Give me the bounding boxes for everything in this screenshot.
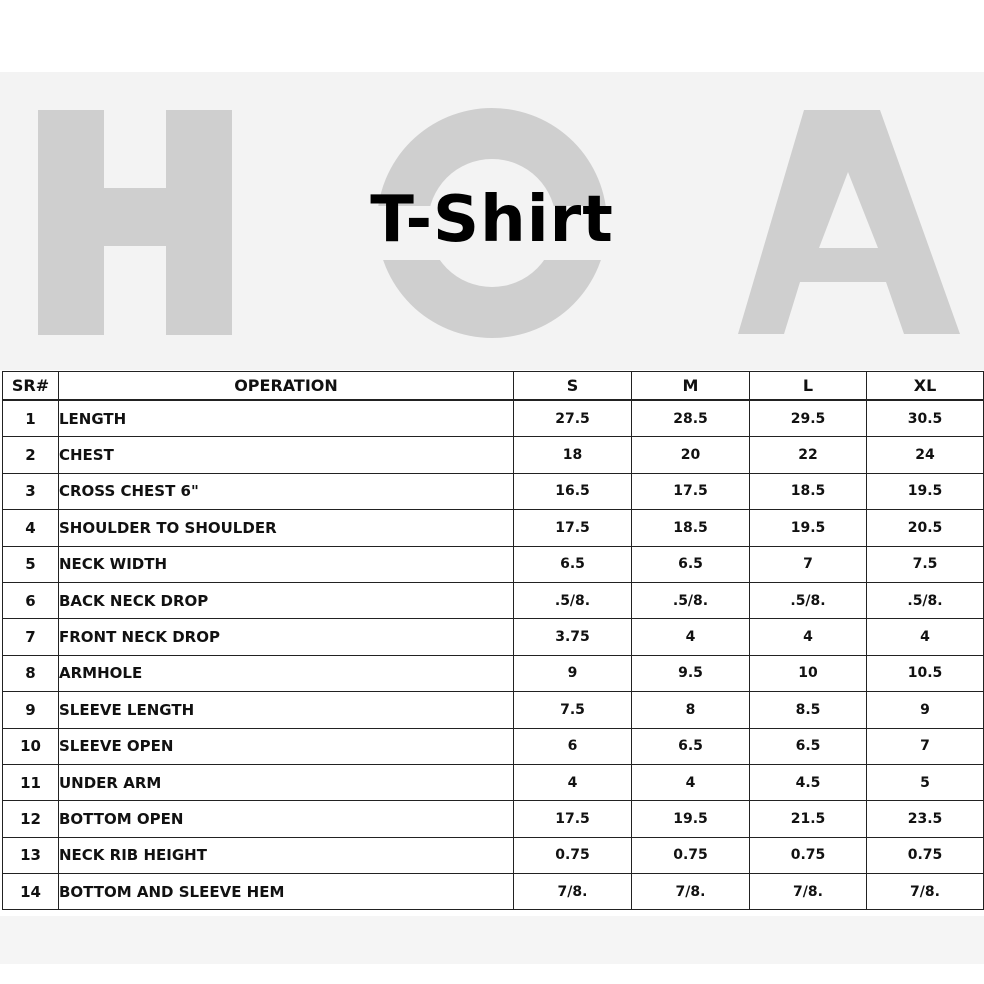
- row-size-s: 6: [514, 728, 632, 764]
- footer-band: [0, 916, 984, 964]
- table-row: [3, 400, 984, 437]
- row-size-s: 4: [514, 764, 632, 800]
- row-size-m: 7/8.: [632, 874, 750, 910]
- column-header-xl: XL: [867, 372, 984, 401]
- row-size-l: 4.5: [750, 764, 867, 800]
- row-size-l: 21.5: [750, 801, 867, 837]
- row-sr: 6: [3, 582, 59, 618]
- row-size-l: 10: [750, 655, 867, 691]
- row-size-m: .5/8.: [632, 582, 750, 618]
- row-sr: 5: [3, 546, 59, 582]
- row-sr: 4: [3, 510, 59, 546]
- table-row: [3, 619, 984, 655]
- row-operation: UNDER ARM: [59, 764, 514, 800]
- row-size-xl: 20.5: [867, 510, 984, 546]
- row-size-l: 7/8.: [750, 874, 867, 910]
- row-size-xl: 5: [867, 764, 984, 800]
- row-size-m: 6.5: [632, 546, 750, 582]
- table-row: [3, 546, 984, 582]
- row-size-m: 0.75: [632, 837, 750, 873]
- row-size-l: 22: [750, 437, 867, 473]
- table-row: [3, 655, 984, 691]
- row-size-m: 28.5: [632, 400, 750, 437]
- row-sr: 2: [3, 437, 59, 473]
- row-size-m: 19.5: [632, 801, 750, 837]
- row-size-s: 27.5: [514, 400, 632, 437]
- row-operation: ARMHOLE: [59, 655, 514, 691]
- row-size-s: 18: [514, 437, 632, 473]
- row-size-s: 7/8.: [514, 874, 632, 910]
- row-operation: NECK WIDTH: [59, 546, 514, 582]
- row-operation: SLEEVE OPEN: [59, 728, 514, 764]
- row-size-s: 17.5: [514, 510, 632, 546]
- table-row: [3, 437, 984, 473]
- row-size-xl: 9: [867, 692, 984, 728]
- row-size-m: 6.5: [632, 728, 750, 764]
- row-size-xl: 23.5: [867, 801, 984, 837]
- row-size-xl: 19.5: [867, 473, 984, 509]
- row-operation: SHOULDER TO SHOULDER: [59, 510, 514, 546]
- size-spec-table: [2, 371, 984, 910]
- row-size-l: 7: [750, 546, 867, 582]
- row-size-s: 3.75: [514, 619, 632, 655]
- row-operation: BOTTOM AND SLEEVE HEM: [59, 874, 514, 910]
- row-operation: CROSS CHEST 6": [59, 473, 514, 509]
- table-row: [3, 510, 984, 546]
- row-size-s: .5/8.: [514, 582, 632, 618]
- row-operation: NECK RIB HEIGHT: [59, 837, 514, 873]
- table-row: [3, 801, 984, 837]
- row-sr: 12: [3, 801, 59, 837]
- row-sr: 3: [3, 473, 59, 509]
- row-size-l: 6.5: [750, 728, 867, 764]
- row-size-m: 4: [632, 619, 750, 655]
- row-sr: 14: [3, 874, 59, 910]
- table-row: [3, 692, 984, 728]
- row-sr: 7: [3, 619, 59, 655]
- row-operation: CHEST: [59, 437, 514, 473]
- row-size-m: 4: [632, 764, 750, 800]
- table-row: [3, 837, 984, 873]
- row-size-s: 7.5: [514, 692, 632, 728]
- row-size-l: 19.5: [750, 510, 867, 546]
- row-size-xl: .5/8.: [867, 582, 984, 618]
- row-sr: 8: [3, 655, 59, 691]
- row-size-xl: 10.5: [867, 655, 984, 691]
- column-header-l: L: [750, 372, 867, 401]
- row-operation: SLEEVE LENGTH: [59, 692, 514, 728]
- row-size-xl: 24: [867, 437, 984, 473]
- row-size-xl: 7: [867, 728, 984, 764]
- column-header-m: M: [632, 372, 750, 401]
- row-sr: 1: [3, 400, 59, 437]
- row-size-s: 17.5: [514, 801, 632, 837]
- row-operation: LENGTH: [59, 400, 514, 437]
- row-size-l: .5/8.: [750, 582, 867, 618]
- row-sr: 13: [3, 837, 59, 873]
- column-header-operation: OPERATION: [59, 372, 514, 401]
- row-size-xl: 4: [867, 619, 984, 655]
- row-operation: BACK NECK DROP: [59, 582, 514, 618]
- row-operation: FRONT NECK DROP: [59, 619, 514, 655]
- table-row: [3, 728, 984, 764]
- row-size-l: 0.75: [750, 837, 867, 873]
- row-size-s: 16.5: [514, 473, 632, 509]
- row-size-xl: 0.75: [867, 837, 984, 873]
- row-size-m: 20: [632, 437, 750, 473]
- row-size-xl: 7.5: [867, 546, 984, 582]
- row-size-s: 6.5: [514, 546, 632, 582]
- row-size-m: 8: [632, 692, 750, 728]
- row-size-s: 0.75: [514, 837, 632, 873]
- table-row: [3, 764, 984, 800]
- row-size-l: 18.5: [750, 473, 867, 509]
- row-size-xl: 7/8.: [867, 874, 984, 910]
- row-size-l: 8.5: [750, 692, 867, 728]
- table-header-row: [3, 372, 984, 401]
- column-header-s: S: [514, 372, 632, 401]
- row-sr: 9: [3, 692, 59, 728]
- table-row: [3, 473, 984, 509]
- row-sr: 10: [3, 728, 59, 764]
- row-size-xl: 30.5: [867, 400, 984, 437]
- row-size-s: 9: [514, 655, 632, 691]
- table-row: [3, 874, 984, 910]
- row-size-m: 9.5: [632, 655, 750, 691]
- page-title: T-Shirt: [370, 183, 614, 257]
- table-row: [3, 582, 984, 618]
- column-header-sr: SR#: [3, 372, 59, 401]
- row-size-l: 29.5: [750, 400, 867, 437]
- row-size-l: 4: [750, 619, 867, 655]
- row-sr: 11: [3, 764, 59, 800]
- row-size-m: 18.5: [632, 510, 750, 546]
- row-size-m: 17.5: [632, 473, 750, 509]
- row-operation: BOTTOM OPEN: [59, 801, 514, 837]
